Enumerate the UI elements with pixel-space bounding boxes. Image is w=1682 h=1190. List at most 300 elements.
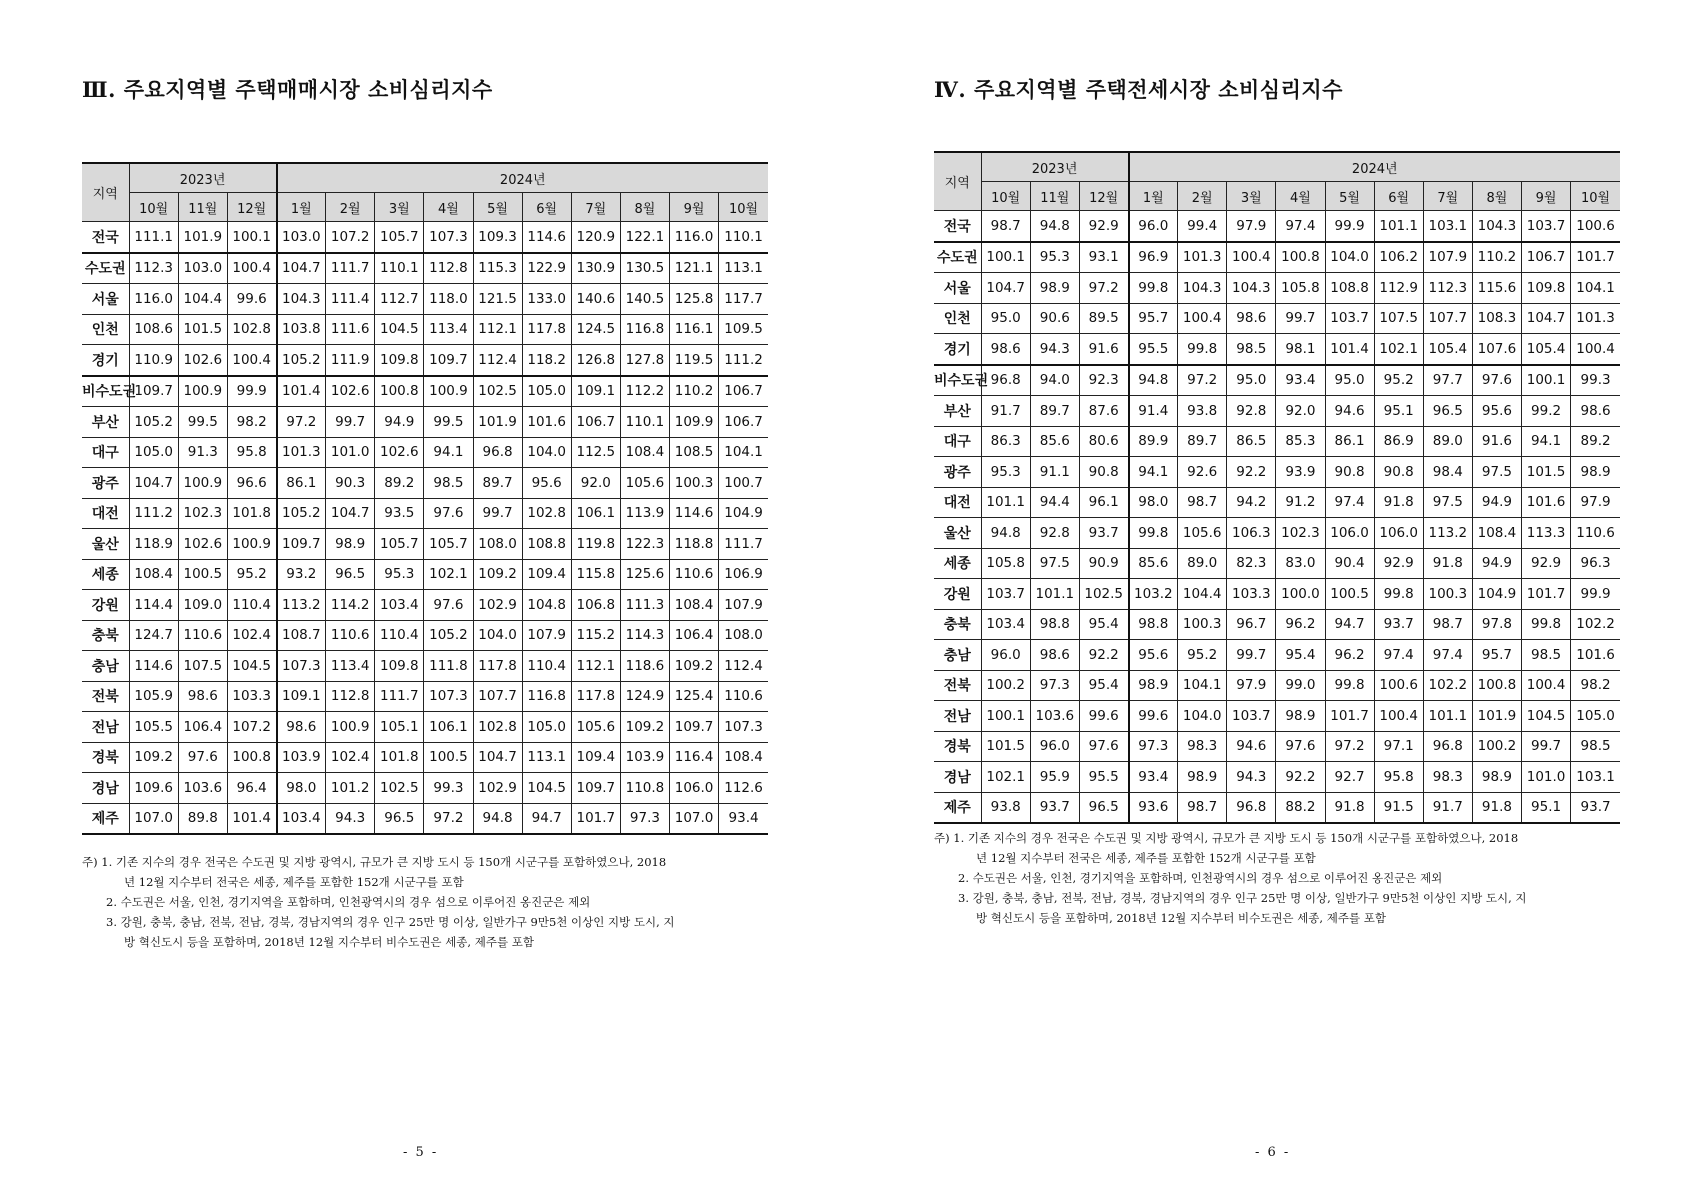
value-cell: 101.0 [326,437,375,468]
region-header: 지역 [934,152,981,211]
value-cell: 108.8 [522,529,571,560]
value-cell: 99.7 [1522,731,1571,762]
value-cell: 95.0 [1325,365,1374,396]
value-cell: 96.4 [227,773,276,804]
value-cell: 110.4 [522,651,571,682]
page-number: - 5 - [403,1145,439,1160]
value-cell: 98.9 [1472,762,1521,793]
value-cell: 98.6 [1571,396,1620,427]
value-cell: 100.6 [1571,211,1620,242]
value-cell: 98.6 [1030,640,1079,671]
value-cell: 95.3 [981,457,1030,488]
value-cell: 98.9 [1178,762,1227,793]
value-cell: 110.2 [670,376,719,407]
value-cell: 102.6 [375,437,424,468]
value-cell: 93.8 [981,792,1030,823]
value-cell: 109.0 [178,590,227,621]
value-cell: 122.3 [620,529,669,560]
page-number: - 6 - [1255,1145,1291,1160]
month-header: 4월 [424,193,473,222]
value-cell: 91.4 [1129,396,1178,427]
value-cell: 101.2 [326,773,375,804]
region-cell: 인천 [934,303,981,334]
value-cell: 109.3 [473,222,522,253]
value-cell: 94.4 [1030,487,1079,518]
value-cell: 103.8 [277,314,326,345]
value-cell: 105.5 [129,712,178,743]
value-cell: 104.1 [719,437,768,468]
value-cell: 100.8 [1276,242,1325,273]
value-cell: 109.7 [424,345,473,376]
value-cell: 109.7 [571,773,620,804]
value-cell: 116.0 [670,222,719,253]
table-row [934,792,1620,823]
value-cell: 104.3 [1178,273,1227,304]
table-row [82,559,768,590]
value-cell: 95.8 [227,437,276,468]
value-cell: 94.7 [522,803,571,834]
value-cell: 101.0 [1522,762,1571,793]
value-cell: 95.6 [522,468,571,499]
value-cell: 98.6 [178,681,227,712]
value-cell: 87.6 [1079,396,1128,427]
value-cell: 108.6 [129,314,178,345]
table-row [934,518,1620,549]
value-cell: 100.7 [719,468,768,499]
value-cell: 121.1 [670,253,719,284]
month-header: 11월 [178,193,227,222]
month-header: 6월 [522,193,571,222]
value-cell: 114.4 [129,590,178,621]
table-row [934,579,1620,610]
value-cell: 95.1 [1522,792,1571,823]
month-header: 2월 [1178,182,1227,211]
value-cell: 104.3 [1227,273,1276,304]
value-cell: 99.7 [473,498,522,529]
value-cell: 110.8 [620,773,669,804]
value-cell: 95.7 [1129,303,1178,334]
value-cell: 90.8 [1079,457,1128,488]
value-cell: 126.8 [571,345,620,376]
value-cell: 104.1 [1178,670,1227,701]
region-cell: 세종 [934,548,981,579]
region-cell: 제주 [934,792,981,823]
value-cell: 97.6 [1079,731,1128,762]
value-cell: 106.0 [1325,518,1374,549]
value-cell: 98.9 [1030,273,1079,304]
value-cell: 101.3 [1178,242,1227,273]
value-cell: 101.1 [981,487,1030,518]
table-row [934,396,1620,427]
month-header: 11월 [1030,182,1079,211]
month-header: 1월 [1129,182,1178,211]
value-cell: 95.6 [1472,396,1521,427]
region-cell: 부산 [934,396,981,427]
value-cell: 94.9 [375,407,424,438]
month-header: 4월 [1276,182,1325,211]
table-row [82,498,768,529]
value-cell: 130.9 [571,253,620,284]
value-cell: 97.1 [1374,731,1423,762]
value-cell: 97.2 [1079,273,1128,304]
region-cell: 울산 [934,518,981,549]
value-cell: 106.1 [424,712,473,743]
value-cell: 111.6 [326,314,375,345]
value-cell: 88.2 [1276,792,1325,823]
value-cell: 100.5 [178,559,227,590]
value-cell: 110.4 [227,590,276,621]
value-cell: 95.4 [1079,670,1128,701]
value-cell: 93.8 [1178,396,1227,427]
table-row [934,731,1620,762]
value-cell: 100.0 [1276,579,1325,610]
value-cell: 96.7 [1227,609,1276,640]
region-cell: 강원 [82,590,129,621]
value-cell: 99.7 [1227,640,1276,671]
value-cell: 97.4 [1423,640,1472,671]
value-cell: 110.6 [670,559,719,590]
value-cell: 97.4 [1325,487,1374,518]
value-cell: 112.2 [620,376,669,407]
value-cell: 104.5 [1522,701,1571,732]
value-cell: 96.5 [1079,792,1128,823]
value-cell: 90.6 [1030,303,1079,334]
month-header: 10월 [1571,182,1620,211]
value-cell: 85.3 [1276,426,1325,457]
value-cell: 99.3 [1571,365,1620,396]
table-row [934,365,1620,396]
value-cell: 100.1 [227,222,276,253]
value-cell: 98.7 [1178,792,1227,823]
value-cell: 109.1 [277,681,326,712]
value-cell: 119.8 [571,529,620,560]
value-cell: 90.4 [1325,548,1374,579]
value-cell: 100.4 [1571,334,1620,365]
table-row [934,303,1620,334]
value-cell: 96.6 [227,468,276,499]
value-cell: 91.8 [1423,548,1472,579]
value-cell: 106.2 [1374,242,1423,273]
value-cell: 105.7 [375,222,424,253]
value-cell: 94.9 [1472,548,1521,579]
value-cell: 108.4 [129,559,178,590]
value-cell: 89.0 [1178,548,1227,579]
value-cell: 91.2 [1276,487,1325,518]
value-cell: 92.9 [1522,548,1571,579]
value-cell: 110.1 [620,407,669,438]
region-cell: 광주 [82,468,129,499]
value-cell: 98.5 [1227,334,1276,365]
value-cell: 110.1 [375,253,424,284]
value-cell: 97.4 [1276,211,1325,242]
value-cell: 108.4 [719,742,768,773]
table-row [934,334,1620,365]
value-cell: 89.7 [1030,396,1079,427]
table-row [82,712,768,743]
value-cell: 125.8 [670,284,719,315]
value-cell: 102.3 [178,498,227,529]
year-header-2024: 2024년 [277,163,769,193]
value-cell: 97.9 [1227,211,1276,242]
value-cell: 109.8 [375,345,424,376]
sales-index-table [82,162,768,835]
value-cell: 100.3 [670,468,719,499]
value-cell: 93.4 [1129,762,1178,793]
value-cell: 100.1 [981,701,1030,732]
value-cell: 91.1 [1030,457,1079,488]
value-cell: 106.7 [1522,242,1571,273]
value-cell: 111.1 [129,222,178,253]
value-cell: 102.3 [1276,518,1325,549]
value-cell: 94.3 [1227,762,1276,793]
value-cell: 97.4 [1374,640,1423,671]
value-cell: 102.1 [1374,334,1423,365]
value-cell: 102.1 [981,762,1030,793]
value-cell: 105.2 [277,345,326,376]
value-cell: 91.3 [178,437,227,468]
value-cell: 103.7 [1522,211,1571,242]
value-cell: 109.8 [1522,273,1571,304]
value-cell: 112.4 [473,345,522,376]
value-cell: 109.4 [571,742,620,773]
value-cell: 127.8 [620,345,669,376]
region-cell: 충북 [934,609,981,640]
footnote-3: 3. 강원, 충북, 충남, 전북, 전남, 경북, 경남지역의 경우 인구 25만 명 이상, 일반가구 9만5천 이상인 지방 도시, 지 [106,915,675,929]
table-row [934,640,1620,671]
value-cell: 104.5 [227,651,276,682]
value-cell: 117.8 [522,314,571,345]
value-cell: 93.4 [719,803,768,834]
jeonse-index-table [934,151,1620,824]
value-cell: 102.8 [227,314,276,345]
value-cell: 102.1 [424,559,473,590]
value-cell: 115.6 [1472,273,1521,304]
value-cell: 104.7 [1522,303,1571,334]
value-cell: 109.5 [719,314,768,345]
value-cell: 107.2 [227,712,276,743]
value-cell: 115.2 [571,620,620,651]
value-cell: 114.2 [326,590,375,621]
value-cell: 107.3 [424,222,473,253]
value-cell: 140.6 [571,284,620,315]
value-cell: 92.2 [1276,762,1325,793]
value-cell: 118.6 [620,651,669,682]
value-cell: 106.4 [178,712,227,743]
value-cell: 97.5 [1030,548,1079,579]
region-cell: 전북 [82,681,129,712]
table-row [82,529,768,560]
page-right [841,0,1682,1190]
value-cell: 109.4 [522,559,571,590]
value-cell: 105.7 [375,529,424,560]
value-cell: 116.1 [670,314,719,345]
value-cell: 98.9 [1276,701,1325,732]
value-cell: 103.7 [981,579,1030,610]
value-cell: 102.8 [522,498,571,529]
value-cell: 95.5 [1129,334,1178,365]
region-cell: 서울 [934,273,981,304]
value-cell: 86.5 [1227,426,1276,457]
region-cell: 경기 [934,334,981,365]
value-cell: 97.6 [424,590,473,621]
table-row [82,222,768,253]
month-header: 2월 [326,193,375,222]
value-cell: 95.1 [1374,396,1423,427]
value-cell: 103.3 [227,681,276,712]
value-cell: 106.1 [571,498,620,529]
value-cell: 102.6 [326,376,375,407]
value-cell: 95.2 [1374,365,1423,396]
value-cell: 102.5 [1079,579,1128,610]
value-cell: 125.4 [670,681,719,712]
value-cell: 93.7 [1030,792,1079,823]
region-cell: 경북 [934,731,981,762]
value-cell: 133.0 [522,284,571,315]
value-cell: 96.9 [1129,242,1178,273]
value-cell: 98.0 [277,773,326,804]
value-cell: 114.6 [129,651,178,682]
value-cell: 103.7 [1325,303,1374,334]
value-cell: 103.1 [1571,762,1620,793]
value-cell: 98.3 [1178,731,1227,762]
value-cell: 91.5 [1374,792,1423,823]
value-cell: 110.2 [1472,242,1521,273]
value-cell: 107.2 [326,222,375,253]
value-cell: 89.8 [178,803,227,834]
value-cell: 99.7 [326,407,375,438]
value-cell: 117.7 [719,284,768,315]
value-cell: 94.8 [473,803,522,834]
value-cell: 104.5 [375,314,424,345]
value-cell: 86.3 [981,426,1030,457]
value-cell: 106.3 [1227,518,1276,549]
value-cell: 99.6 [227,284,276,315]
value-cell: 107.9 [1423,242,1472,273]
value-cell: 101.7 [1571,242,1620,273]
value-cell: 95.4 [1276,640,1325,671]
value-cell: 105.6 [620,468,669,499]
value-cell: 100.5 [424,742,473,773]
value-cell: 104.0 [522,437,571,468]
section-title: Ⅲ. 주요지역별 주택매매시장 소비심리지수 [82,77,493,102]
value-cell: 105.0 [129,437,178,468]
table-row [82,590,768,621]
value-cell: 124.5 [571,314,620,345]
value-cell: 91.8 [1472,792,1521,823]
value-cell: 94.6 [1227,731,1276,762]
table-row [82,253,768,284]
value-cell: 107.0 [129,803,178,834]
value-cell: 97.6 [1276,731,1325,762]
value-cell: 112.4 [719,651,768,682]
footnote-1-cont: 년 12월 지수부터 전국은 세종, 제주를 포함한 152개 시군구를 포함 [976,851,1316,865]
value-cell: 100.9 [178,376,227,407]
year-header-2024: 2024년 [1129,152,1621,182]
value-cell: 108.5 [670,437,719,468]
table-row [82,345,768,376]
region-cell: 광주 [934,457,981,488]
value-cell: 91.6 [1472,426,1521,457]
table-row [82,314,768,345]
value-cell: 110.6 [178,620,227,651]
value-cell: 92.7 [1325,762,1374,793]
value-cell: 89.2 [375,468,424,499]
value-cell: 98.5 [1571,731,1620,762]
value-cell: 112.8 [326,681,375,712]
value-cell: 113.4 [326,651,375,682]
value-cell: 93.4 [1276,365,1325,396]
table-row [934,701,1620,732]
value-cell: 110.6 [326,620,375,651]
value-cell: 97.9 [1227,670,1276,701]
value-cell: 100.9 [227,529,276,560]
value-cell: 94.7 [1325,609,1374,640]
value-cell: 109.2 [129,742,178,773]
value-cell: 111.2 [129,498,178,529]
value-cell: 98.4 [1423,457,1472,488]
value-cell: 124.9 [620,681,669,712]
value-cell: 101.3 [277,437,326,468]
value-cell: 109.6 [129,773,178,804]
value-cell: 105.0 [522,376,571,407]
table-row [82,773,768,804]
month-header: 3월 [375,193,424,222]
value-cell: 118.9 [129,529,178,560]
value-cell: 130.5 [620,253,669,284]
value-cell: 99.8 [1522,609,1571,640]
table-row [934,609,1620,640]
value-cell: 110.6 [719,681,768,712]
value-cell: 105.1 [375,712,424,743]
value-cell: 105.8 [981,548,1030,579]
value-cell: 115.8 [571,559,620,590]
value-cell: 102.4 [227,620,276,651]
value-cell: 115.3 [473,253,522,284]
region-cell: 서울 [82,284,129,315]
value-cell: 89.9 [1129,426,1178,457]
region-cell: 경북 [82,742,129,773]
value-cell: 94.1 [1522,426,1571,457]
value-cell: 104.7 [277,253,326,284]
value-cell: 92.2 [1079,640,1128,671]
value-cell: 107.3 [719,712,768,743]
value-cell: 104.0 [1325,242,1374,273]
table-row [934,762,1620,793]
value-cell: 102.6 [178,345,227,376]
footnote-3-cont: 방 혁신도시 등을 포함하며, 2018년 12월 지수부터 비수도권은 세종, 제주를 포함 [976,911,1386,925]
value-cell: 92.8 [1227,396,1276,427]
value-cell: 118.2 [522,345,571,376]
value-cell: 95.4 [1079,609,1128,640]
value-cell: 101.7 [571,803,620,834]
value-cell: 105.0 [1571,701,1620,732]
value-cell: 86.9 [1374,426,1423,457]
value-cell: 104.5 [522,773,571,804]
value-cell: 111.7 [326,253,375,284]
value-cell: 106.0 [670,773,719,804]
region-cell: 대구 [82,437,129,468]
value-cell: 102.5 [375,773,424,804]
value-cell: 94.9 [1472,487,1521,518]
value-cell: 98.9 [1129,670,1178,701]
value-cell: 100.4 [227,345,276,376]
value-cell: 92.0 [571,468,620,499]
value-cell: 98.8 [1129,609,1178,640]
value-cell: 94.1 [424,437,473,468]
month-header: 5월 [1325,182,1374,211]
value-cell: 103.0 [277,222,326,253]
region-cell: 비수도권 [934,365,981,396]
